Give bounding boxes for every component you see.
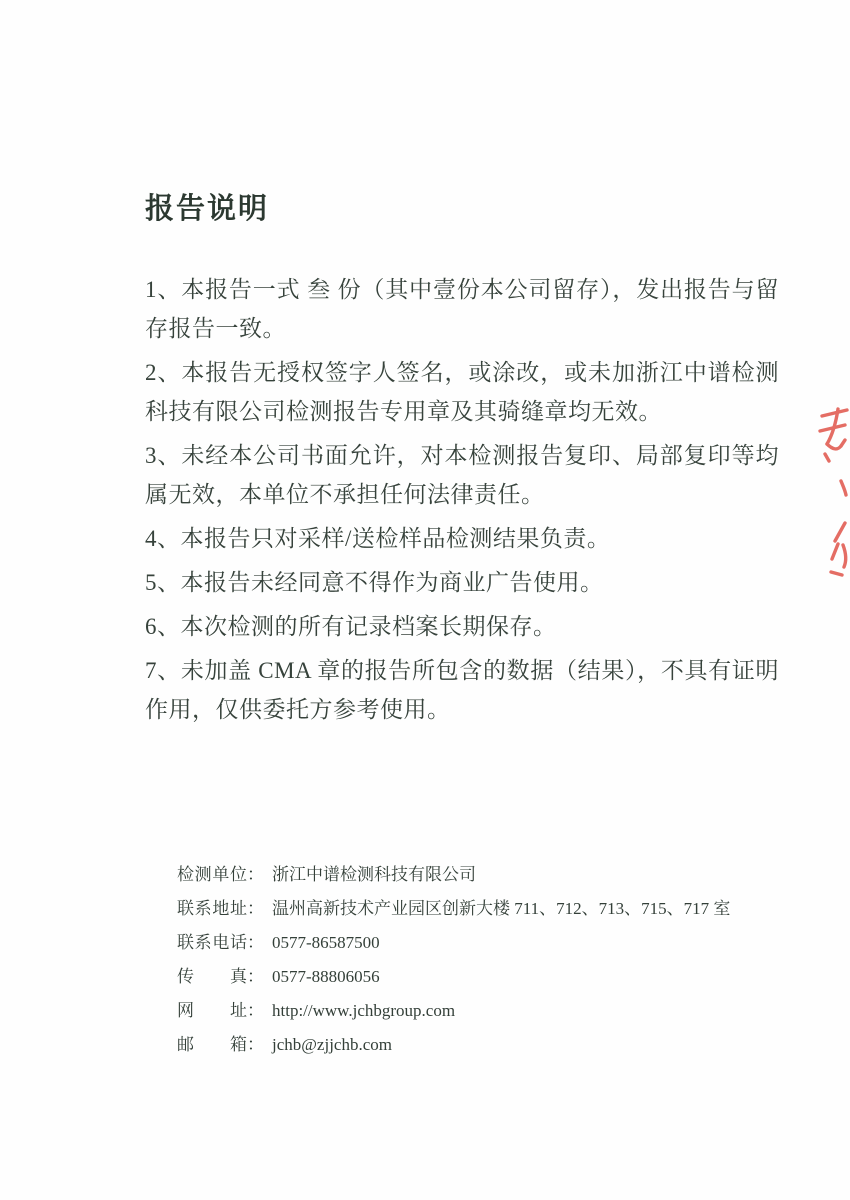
report-notes-list: [145, 270, 779, 734]
report-note-item: 2、本报告无授权签字人签名，或涂改，或未加浙江中谱检测科技有限公司检测报告专用章及其骑缝章均无效。: [145, 360, 779, 424]
contact-colon: ：: [247, 1035, 264, 1054]
contact-label: 网址: [177, 1001, 247, 1020]
contact-row: [177, 994, 730, 1028]
contact-value-company: 浙江中谱检测科技有限公司: [272, 865, 476, 884]
contact-colon: ：: [247, 933, 264, 952]
contact-colon: ：: [247, 967, 264, 986]
contact-value-email: jchb@zjjchb.com: [272, 1035, 392, 1054]
contact-label: 联系电话: [177, 933, 247, 952]
contact-row: [177, 1028, 730, 1062]
red-pen-annotation-icon: [810, 402, 850, 587]
contact-row: [177, 960, 730, 994]
contact-label: 联系地址: [177, 899, 247, 918]
contact-value-address: 温州高新技术产业园区创新大楼 711、712、713、715、717 室: [272, 899, 731, 918]
contact-value-phone: 0577-86587500: [272, 933, 380, 952]
contact-colon: ：: [247, 899, 264, 918]
contact-value-fax: 0577-88806056: [272, 967, 380, 986]
contact-label: 邮箱: [177, 1035, 247, 1054]
contact-info-block: [177, 858, 730, 1062]
contact-row: [177, 892, 730, 926]
report-note-item: 4、本报告只对采样/送检样品检测结果负责。: [145, 526, 611, 551]
report-note-item: 7、未加盖 CMA 章的报告所包含的数据（结果），不具有证明作用，仅供委托方参考使用。: [145, 658, 779, 722]
contact-row: [177, 926, 730, 960]
contact-colon: ：: [247, 1001, 264, 1020]
report-note-item: 5、本报告未经同意不得作为商业广告使用。: [145, 570, 604, 595]
report-note-item: 3、未经本公司书面允许，对本检测报告复印、局部复印等均属无效，本单位不承担任何法律责任。: [145, 443, 779, 507]
contact-row: [177, 858, 730, 892]
report-note-item: 1、本报告一式 叁 份（其中壹份本公司留存），发出报告与留存报告一致。: [145, 277, 779, 341]
contact-label: 检测单位: [177, 865, 247, 884]
contact-colon: ：: [247, 865, 264, 884]
page-title: 报告说明: [145, 193, 270, 225]
contact-value-website: http://www.jchbgroup.com: [272, 1001, 456, 1020]
report-note-item: 6、本次检测的所有记录档案长期保存。: [145, 614, 557, 639]
contact-label: 传真: [177, 967, 247, 986]
